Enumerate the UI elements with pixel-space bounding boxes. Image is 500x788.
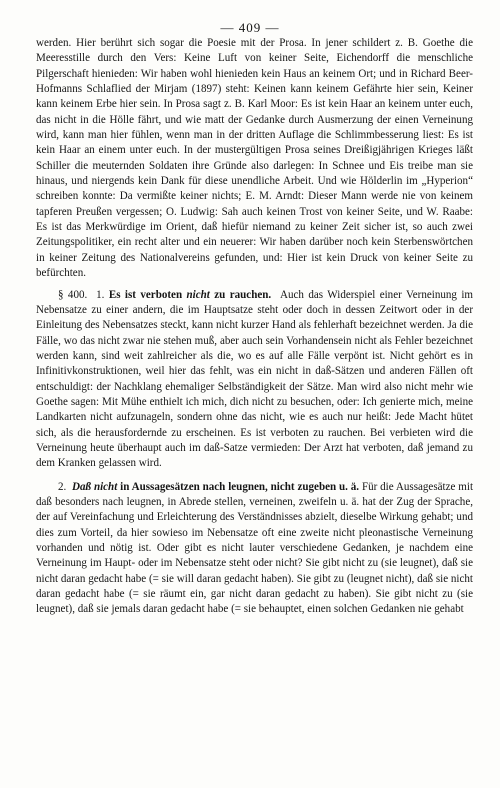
subsection-number: 2. [58, 480, 67, 493]
body-paragraph: werden. Hier berührt sich sogar die Poesie mit der Prosa. In jener schildert z. B. Goethe die Meeresstille durch den Vers: Keine Luft von keiner Seite, Eichendorff die menschliche Pilgerschaft hienieden: Wir haben wohl hienieden kein Haus an keinem Ort; und in Richard Beer-Hofmanns Schlaflied der Mirjam (1897) steht: Keinen kann keinem Gefährte hier sein, Keiner kann keinem Erbe hier sein. In Prosa sagt z. B. Karl Moor: Es ist kein Haar an keinem unter euch, das nicht in die Hölle fährt, und wie matt der Gedanke durch Ausmerzung der einen Verneinung wird, kann man hier fühlen, wenn man in der dritten Auflage die Schlimmbesserung liest: Es ist kein Haar an einem unter euch. In der mustergültigen Prosa seines Dreißigjährigen Krieges läßt Schiller die meuternden Soldaten ihre Gründe also darlegen: In Schnee und Eis treibe man sie hinaus, und niergends kein Dank für diese unendliche Arbeit. Und wie Hölderlin im „Hyperion“ schreiben konnte: Da vermißte keiner nichts; E. M. Arndt: Dieser Mann werde nie von keinem tapferen Preußen vergessen; O. Ludwig: Sah auch keinen Trost von keiner Seite, und W. Raabe: Es ist das Merkwürdige im Orient, daß hiefür niemand zu keiner Zeit sicher ist, so auch zwei Zeitungspolitiker, ein recht alter und ein neuerer: Wir haben darüber noch kein Sterbenswörtchen in keiner Zeitung des Nationalvereins gefunden, und: Hier ist kein Druck von keiner Seite zu befürchten. [36, 37, 473, 280]
page-number: — 409 — [220, 20, 280, 35]
section-heading-emphasis: Daß nicht [72, 480, 118, 493]
section-body: Für die Aussagesätze mit daß besonders nach leugnen, in Abrede stellen, verneinen, zweifeln u. ä. hat der Zug der Sprache, der auf Vereinfachung und Erleichterung des Verständnisses abzielt, dieselbe Wirkung gehabt; und dies zum Vorteil, da hier sowieso im Nebensatze oft eine zweite nicht pleonastische Verneinung vorhanden und nötig ist. Oder gibt es nicht lauter verschiedene Gedanken, je nachdem eine Verneinung im Haupt- oder im Nebensatze steht oder nicht? Sie gibt nicht zu (sie leugnet), daß sie nicht daran gedacht habe (= sie will daran gedacht haben). Sie gibt zu (leugnet nicht), daß sie nicht daran gedacht habe (= sie räumt ein, gar nicht daran gedacht zu haben). Sie gibt nicht zu (sie leugnet), daß sie jemals daran gedacht habe (= sie behauptet, einen solchen Gedanken nie gehabt [36, 480, 474, 616]
section-400-paragraph [36, 288, 473, 472]
section-2-paragraph [36, 480, 473, 618]
section-heading: in Aussagesätzen nach leugnen, nicht zugeben u. ä. [120, 480, 360, 493]
section-heading: Es ist verboten [108, 288, 183, 301]
section-heading-emphasis: nicht [186, 288, 210, 301]
page-body [36, 36, 473, 618]
subsection-number: 1. [96, 288, 105, 301]
section-body: Auch das Widerspiel einer Verneinung im Nebensatze zu einer andern, die im Hauptsatze steht oder doch in dessen Zeitwort oder in der Einleitung des Nebensatzes steckt, kann nicht kurzer Hand als fehlerhaft bezeichnet werden. Ja die Fälle, wo das nicht zwar nie stehen muß, aber auch sein Vorhandensein nicht als Fehler bezeichnet werden kann, sind weit zahlreicher als die, wo es auf alle Fälle verpönt ist. Nicht gehört es in Infinitivkonstruktionen, weil hier das fehlt, was ein nicht in daß-Sätzen und anderen Fällen oft entschuldigt: der Nachklang ehemaliger Selbständigkeit der Sätze. Man wird also nicht mehr wie Goethe sagen: Mit Mühe enthielt ich mich, dich nicht zu besuchen, oder: Ich genierte mich, meine Landkarten nicht aufzunageln, sondern ohne das nicht, wie es auch nur heißt: Jede Macht hütet sich, als die herausfordernde zu erscheinen. Es ist verboten zu rauchen. Bei verbieten wird die Verneinung heute überhaupt auch im daß-Satze vermieden: Der Arzt hat verboten, daß jemand zu dem Kranken gelassen wird. [36, 288, 474, 470]
section-heading-end: zu rauchen. [214, 288, 272, 301]
section-number: § 400. [58, 288, 88, 301]
